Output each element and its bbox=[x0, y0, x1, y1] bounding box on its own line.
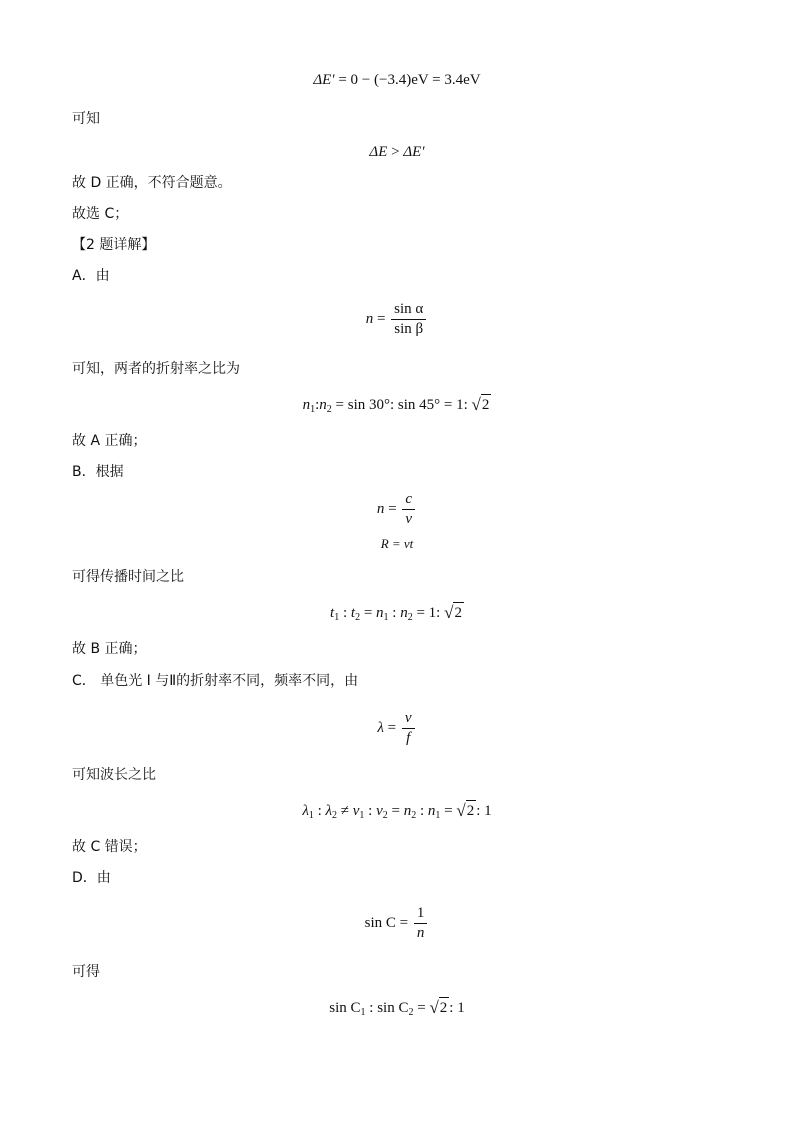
eq-tail: : 1 bbox=[449, 1000, 465, 1016]
sym: sin C bbox=[377, 1000, 409, 1016]
subscript: 2 bbox=[407, 612, 413, 623]
numerator: 1 bbox=[414, 905, 428, 924]
eq-equals: = bbox=[387, 719, 397, 736]
radicand: 2 bbox=[453, 602, 464, 623]
equation-sin-c bbox=[0, 905, 794, 942]
equation-delta-e-prime bbox=[0, 70, 794, 90]
eq-op: > bbox=[391, 144, 400, 160]
radicand: 2 bbox=[466, 800, 477, 821]
subscript: 1 bbox=[435, 810, 441, 821]
equation-t-ratio: $t_1$ : $t_2 = n_1$ : $n_2 = 1$: √2 bbox=[330, 603, 462, 623]
eq-lhs: λ bbox=[377, 719, 384, 736]
text-d-you: D．由 bbox=[72, 870, 111, 886]
equation-n-ratio bbox=[0, 394, 794, 415]
eq-equals: = bbox=[388, 500, 397, 517]
sym: v bbox=[376, 803, 383, 819]
subscript: 1 bbox=[334, 612, 340, 623]
denominator: sin β bbox=[394, 321, 424, 337]
fraction bbox=[402, 491, 415, 528]
sym: n bbox=[302, 397, 311, 413]
eq-tail: : 1 bbox=[476, 803, 492, 819]
radicand: 2 bbox=[439, 997, 450, 1018]
subscript: 2 bbox=[332, 810, 338, 821]
text-a-you: A．由 bbox=[72, 268, 110, 284]
equation-sin-c-ratio: $\sin C_1$ : $\sin C_2 = √2$ : 1 bbox=[329, 998, 465, 1018]
text-b-correct: 故 B 正确； bbox=[72, 641, 147, 657]
subscript: 2 bbox=[326, 404, 332, 415]
numerator: sin α bbox=[391, 301, 426, 320]
subscript: 2 bbox=[411, 810, 417, 821]
subscript: 2 bbox=[408, 1007, 414, 1018]
sym: n bbox=[427, 803, 436, 819]
sym: n bbox=[376, 605, 384, 621]
eq-lhs: sin C bbox=[364, 914, 396, 931]
text-b-genju: B．根据 bbox=[72, 464, 124, 480]
section-header-q2: 【2 题详解】 bbox=[72, 237, 156, 253]
denominator: n bbox=[416, 925, 425, 941]
sqrt: √2 bbox=[429, 998, 448, 1017]
sqrt: √2 bbox=[456, 801, 475, 820]
text-time-ratio: 可得传播时间之比 bbox=[72, 569, 184, 585]
equation-compare bbox=[0, 142, 794, 162]
sym: t bbox=[330, 605, 335, 621]
equation-lambda bbox=[0, 710, 794, 747]
subscript: 1 bbox=[310, 404, 316, 415]
colon: : bbox=[315, 397, 320, 413]
subscript: 1 bbox=[359, 810, 365, 821]
subscript: 2 bbox=[382, 810, 388, 821]
sqrt: √2 bbox=[444, 603, 462, 622]
subscript: 1 bbox=[360, 1007, 366, 1018]
eq-lhs: n bbox=[365, 310, 374, 327]
equation-r-vt: R = vt bbox=[380, 536, 414, 551]
sym: n bbox=[319, 397, 327, 413]
denominator: f bbox=[406, 730, 411, 746]
radicand: 2 bbox=[481, 394, 492, 415]
not-equal: ≠ bbox=[340, 803, 349, 819]
eq-equals: = bbox=[376, 310, 386, 327]
eq-tail: = 1: bbox=[416, 605, 441, 621]
text-keyi: 可知 bbox=[72, 111, 100, 127]
sym: v bbox=[352, 803, 360, 819]
fraction bbox=[402, 710, 415, 747]
text-kede: 可得 bbox=[72, 964, 100, 980]
denominator: v bbox=[405, 511, 413, 527]
equation-lambda-ratio: $\lambda_1$ : $\lambda_2 \ne v_1$ : $v_2 = n_2$ : $n_1 = √2$ : 1 bbox=[302, 801, 492, 821]
subscript: 1 bbox=[383, 612, 389, 623]
text-a-correct: 故 A 正确； bbox=[72, 433, 147, 449]
sym: λ bbox=[302, 803, 309, 819]
subscript: 1 bbox=[308, 810, 314, 821]
text-choose-c: 故选 C； bbox=[72, 206, 129, 222]
eq-lhs: ΔE′ bbox=[313, 72, 335, 88]
numerator: v bbox=[402, 710, 415, 729]
eq-lhs: n bbox=[376, 500, 385, 517]
sym: λ bbox=[325, 803, 333, 819]
eq-middle: = sin 30°: sin 45° = 1: bbox=[331, 397, 468, 413]
equation-n-cv bbox=[0, 491, 794, 528]
eq-rhs: ΔE′ bbox=[403, 144, 425, 160]
text-d-correct: 故 D 正确，不符合题意。 bbox=[72, 175, 232, 191]
text-c-wrong: 故 C 错误； bbox=[72, 839, 147, 855]
sym: n bbox=[403, 803, 412, 819]
text-wavelength-ratio: 可知波长之比 bbox=[72, 767, 156, 783]
equation-n-sin bbox=[0, 301, 794, 338]
subscript: 2 bbox=[355, 612, 361, 623]
text-ratio-intro: 可知，两者的折射率之比为 bbox=[72, 361, 240, 377]
sym: sin C bbox=[329, 1000, 361, 1016]
fraction bbox=[391, 301, 426, 338]
text-c-intro: C． 单色光 I 与Ⅱ的折射率不同，频率不同，由 bbox=[72, 673, 359, 689]
eq-rhs: = 0 − (−3.4)eV = 3.4eV bbox=[338, 72, 481, 88]
fraction bbox=[414, 905, 428, 942]
eq-lhs: ΔE bbox=[369, 144, 388, 160]
sym: t bbox=[350, 605, 356, 621]
numerator: c bbox=[402, 491, 415, 510]
eq-equals: = bbox=[399, 914, 409, 931]
sqrt: √2 bbox=[471, 395, 490, 414]
sym: n bbox=[400, 605, 408, 621]
